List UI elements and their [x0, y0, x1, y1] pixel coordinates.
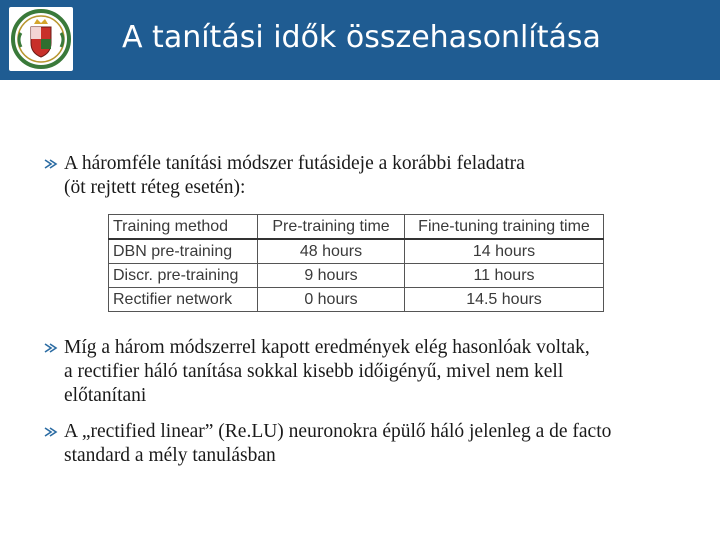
- table-cell: 11 hours: [405, 264, 604, 288]
- table-header-row: [109, 215, 604, 240]
- bullet-text: (öt rejtett réteg esetén):: [64, 177, 246, 198]
- training-time-table: [108, 214, 604, 312]
- bullet-arrow-icon: [44, 158, 58, 170]
- table-cell: DBN pre-training: [109, 239, 258, 264]
- table-row: [109, 264, 604, 288]
- table-row: [109, 239, 604, 264]
- table-cell: 14 hours: [405, 239, 604, 264]
- table-cell: 9 hours: [258, 264, 405, 288]
- bullet-item: [44, 336, 694, 408]
- table-cell: Discr. pre-training: [109, 264, 258, 288]
- table-cell: 14.5 hours: [405, 288, 604, 312]
- table-cell: 0 hours: [258, 288, 405, 312]
- bullet-text: Míg a három módszerrel kapott eredmények elég hasonlóak voltak,: [64, 337, 590, 358]
- bullet-item: [44, 420, 694, 468]
- slide-header: [0, 0, 720, 80]
- table-cell: Rectifier network: [109, 288, 258, 312]
- bullet-arrow-icon: [44, 342, 58, 354]
- bullet-text: a rectifier háló tanítása sokkal kisebb időigényű, mivel nem kell: [64, 361, 564, 382]
- bullet-text: A háromféle tanítási módszer futásideje a korábbi feladatra: [64, 153, 525, 174]
- bullet-text: A „rectified linear” (Re.LU) neuronokra épülő háló jelenleg a de facto: [64, 421, 612, 442]
- table-cell: 48 hours: [258, 239, 405, 264]
- university-crest-icon: [9, 7, 73, 71]
- column-header: Fine-tuning training time: [405, 215, 604, 240]
- slide-title: A tanítási idők összehasonlítása: [122, 20, 601, 55]
- bullet-text: standard a mély tanulásban: [64, 445, 276, 466]
- bullet-text: előtanítani: [64, 385, 147, 406]
- bullet-item: [44, 152, 694, 200]
- column-header: Pre-training time: [258, 215, 405, 240]
- bullet-arrow-icon: [44, 426, 58, 438]
- table-row: [109, 288, 604, 312]
- column-header: Training method: [109, 215, 258, 240]
